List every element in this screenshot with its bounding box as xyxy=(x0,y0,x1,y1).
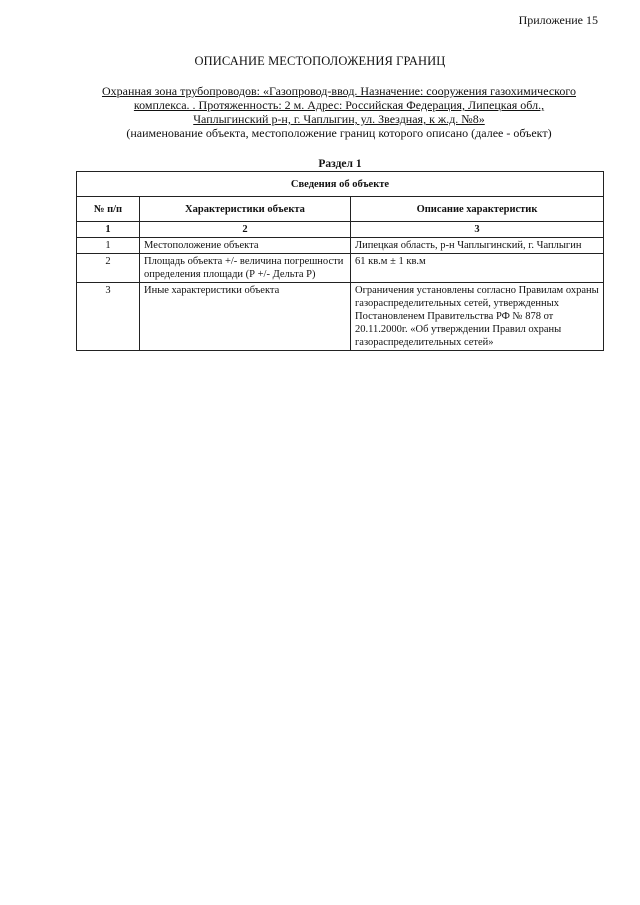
row-characteristic: Иные характеристики объекта xyxy=(140,283,351,351)
object-caption: (наименование объекта, местоположение границ которого описано (далее - объект) xyxy=(126,126,552,140)
column-number-2: 2 xyxy=(140,222,351,238)
appendix-label: Приложение 15 xyxy=(518,13,598,27)
row-description: Липецкая область, р-н Чаплыгинский, г. Чаплыгин xyxy=(351,238,604,254)
row-number: 1 xyxy=(77,238,140,254)
column-header-no: № п/п xyxy=(77,197,140,222)
object-line-3: Чаплыгинский р-н, г. Чаплыгин, ул. Звездная, к ж.д. №8» xyxy=(193,112,485,126)
document-title: ОПИСАНИЕ МЕСТОПОЛОЖЕНИЯ ГРАНИЦ xyxy=(194,54,446,68)
row-number: 3 xyxy=(77,283,140,351)
table-row xyxy=(77,283,604,351)
column-header-description: Описание характеристик xyxy=(351,197,604,222)
table-row xyxy=(77,254,604,283)
row-description: Ограничения установлены согласно Правилам охраны газораспределительных сетей, утвержденных Постановленем Правительства РФ № 878 от 20.11.2000г. «Об утверждении Правил охраны газораспределительных сетей» xyxy=(351,283,604,351)
row-number: 2 xyxy=(77,254,140,283)
column-number-1: 1 xyxy=(77,222,140,238)
object-description xyxy=(78,84,600,140)
table-caption: Сведения об объекте xyxy=(77,172,604,197)
object-line-2: комплекса. . Протяженность: 2 м. Адрес: Российская Федерация, Липецкая обл., xyxy=(133,98,545,112)
section-title: Раздел 1 xyxy=(318,158,362,170)
row-description: 61 кв.м ± 1 кв.м xyxy=(351,254,604,283)
column-header-characteristic: Характеристики объекта xyxy=(140,197,351,222)
column-number-3: 3 xyxy=(351,222,604,238)
row-characteristic: Площадь объекта +/- величина погрешности определения площади (Р +/- Дельта Р) xyxy=(140,254,351,283)
object-info-table xyxy=(76,171,604,351)
object-line-1: Охранная зона трубопроводов: «Газопровод-ввод. Назначение: сооружения газохимического xyxy=(101,84,577,98)
row-characteristic: Местоположение объекта xyxy=(140,238,351,254)
table-row xyxy=(77,238,604,254)
